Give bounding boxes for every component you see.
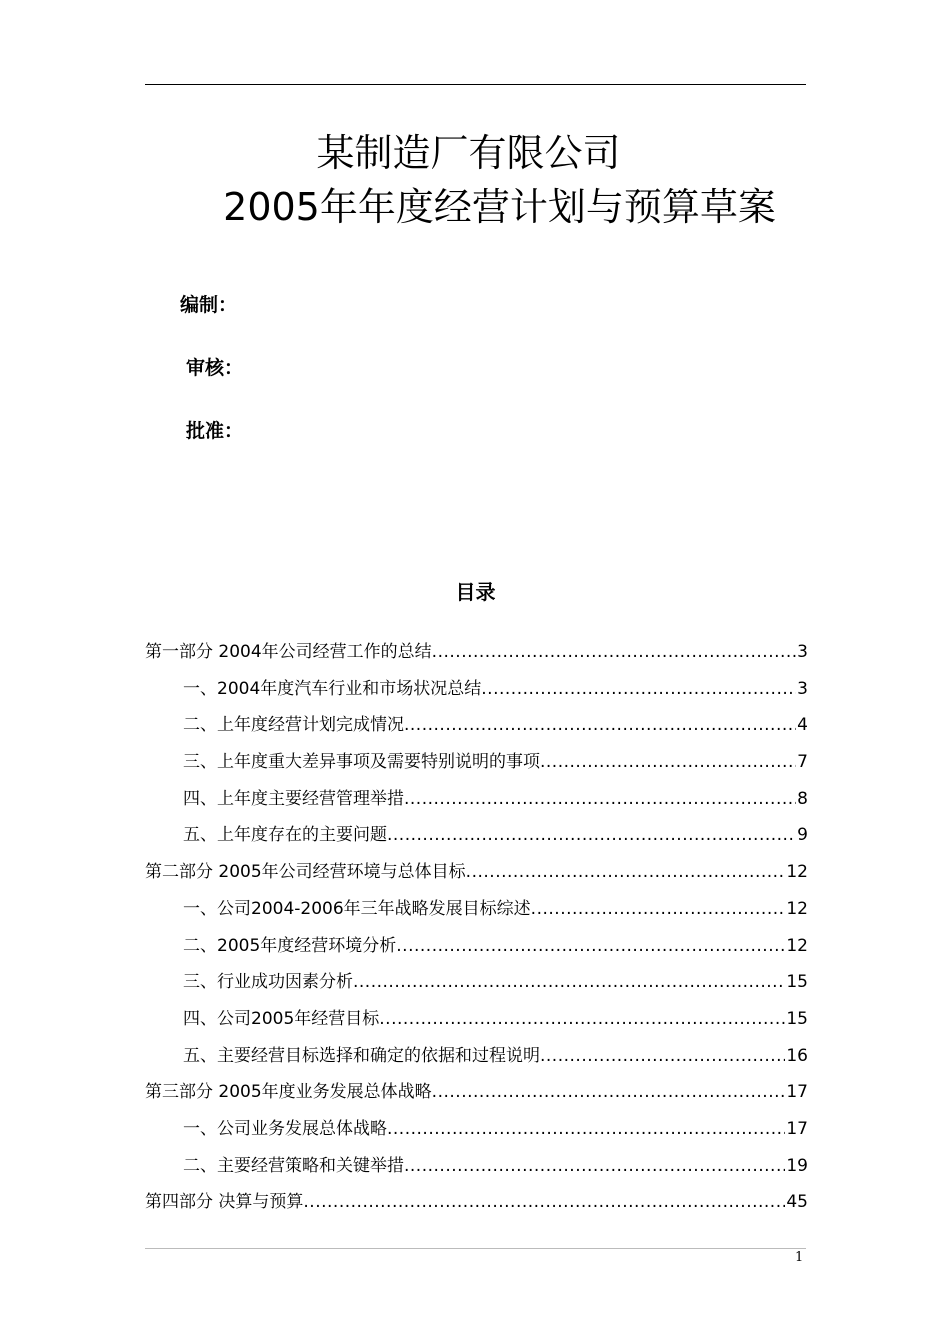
toc-dot-leader xyxy=(540,1044,785,1068)
toc-dot-leader xyxy=(466,860,786,884)
toc-dot-leader xyxy=(404,787,796,811)
toc-entry-page: 3 xyxy=(797,642,808,662)
toc-entry[interactable] xyxy=(145,1007,808,1044)
toc-entry-page: 4 xyxy=(797,715,808,736)
toc-entry-page: 12 xyxy=(786,935,808,956)
toc-entry-page: 17 xyxy=(786,1118,808,1139)
approved-by-label: 批准： xyxy=(186,420,244,442)
toc-entry[interactable] xyxy=(145,897,808,934)
toc-entry-title: 三、上年度重大差异事项及需要特别说明的事项 xyxy=(183,752,540,773)
toc-entry-page: 3 xyxy=(797,678,808,699)
toc-entry-page: 9 xyxy=(797,825,808,846)
toc-entry-title: 第四部分 决算与预算 xyxy=(145,1192,304,1213)
toc-entry-title: 第二部分 2005年公司经营环境与总体目标 xyxy=(145,862,466,883)
toc-entry-title: 五、上年度存在的主要问题 xyxy=(183,825,387,846)
toc-entry-page: 19 xyxy=(786,1155,808,1176)
footer-rule xyxy=(145,1248,806,1249)
toc-entry-title: 第一部分 2004年公司经营工作的总结 xyxy=(145,642,432,662)
toc-dot-leader xyxy=(387,823,796,847)
toc-dot-leader xyxy=(387,1117,785,1141)
table-of-contents xyxy=(145,640,808,1227)
prepared-by-label: 编制： xyxy=(180,294,238,316)
toc-entry[interactable] xyxy=(145,713,808,750)
toc-entry-title: 四、上年度主要经营管理举措 xyxy=(183,788,404,809)
toc-entry[interactable] xyxy=(145,860,808,897)
toc-dot-leader xyxy=(353,970,785,994)
toc-entry[interactable] xyxy=(145,1117,808,1154)
toc-entry-page: 8 xyxy=(797,788,808,809)
toc-entry-title: 一、公司2004-2006年三年战略发展目标综述 xyxy=(183,898,531,919)
reviewed-by-label: 审核： xyxy=(186,357,244,379)
toc-entry-page: 16 xyxy=(786,1045,808,1066)
toc-entry[interactable] xyxy=(145,1080,808,1117)
toc-dot-leader xyxy=(303,1190,785,1214)
toc-entry-page: 12 xyxy=(786,862,808,883)
toc-dot-leader xyxy=(531,897,786,921)
toc-entry-page: 17 xyxy=(786,1082,808,1103)
toc-entry-title: 五、主要经营目标选择和确定的依据和过程说明 xyxy=(183,1045,540,1066)
toc-entry[interactable] xyxy=(145,1044,808,1081)
toc-entry[interactable] xyxy=(145,677,808,714)
toc-entry[interactable] xyxy=(145,750,808,787)
toc-entry-page: 15 xyxy=(786,972,808,993)
toc-dot-leader xyxy=(540,750,796,774)
toc-entry-title: 二、上年度经营计划完成情况 xyxy=(183,715,404,736)
document-title-company: 某制造厂有限公司 xyxy=(316,131,621,175)
toc-entry-page: 12 xyxy=(786,898,808,919)
toc-entry[interactable] xyxy=(145,1190,808,1227)
header-rule xyxy=(145,84,806,85)
toc-entry-title: 二、2005年度经营环境分析 xyxy=(183,935,397,956)
toc-entry[interactable] xyxy=(145,1154,808,1191)
toc-heading: 目录 xyxy=(455,580,496,604)
toc-entry-page: 15 xyxy=(786,1008,808,1029)
toc-dot-leader xyxy=(481,677,796,701)
toc-entry[interactable] xyxy=(145,823,808,860)
page-number: 1 xyxy=(795,1250,804,1265)
toc-entry-title: 第三部分 2005年度业务发展总体战略 xyxy=(145,1082,432,1103)
toc-entry[interactable] xyxy=(145,640,808,677)
document-title-plan: 2005年年度经营计划与预算草案 xyxy=(223,185,776,229)
toc-entry[interactable] xyxy=(145,970,808,1007)
toc-entry-title: 一、公司业务发展总体战略 xyxy=(183,1118,387,1139)
toc-entry-page: 45 xyxy=(786,1192,808,1213)
toc-dot-leader xyxy=(404,1154,785,1178)
toc-dot-leader xyxy=(379,1007,785,1031)
toc-entry-title: 一、2004年度汽车行业和市场状况总结 xyxy=(183,678,482,699)
toc-entry[interactable] xyxy=(145,787,808,824)
toc-dot-leader xyxy=(432,640,797,664)
toc-entry[interactable] xyxy=(145,934,808,971)
toc-dot-leader xyxy=(432,1080,786,1104)
toc-entry-title: 三、行业成功因素分析 xyxy=(183,972,353,993)
toc-entry-title: 二、主要经营策略和关键举措 xyxy=(183,1155,404,1176)
toc-entry-page: 7 xyxy=(797,752,808,773)
toc-dot-leader xyxy=(404,713,796,737)
toc-dot-leader xyxy=(396,934,785,958)
toc-entry-title: 四、公司2005年经营目标 xyxy=(183,1008,380,1029)
